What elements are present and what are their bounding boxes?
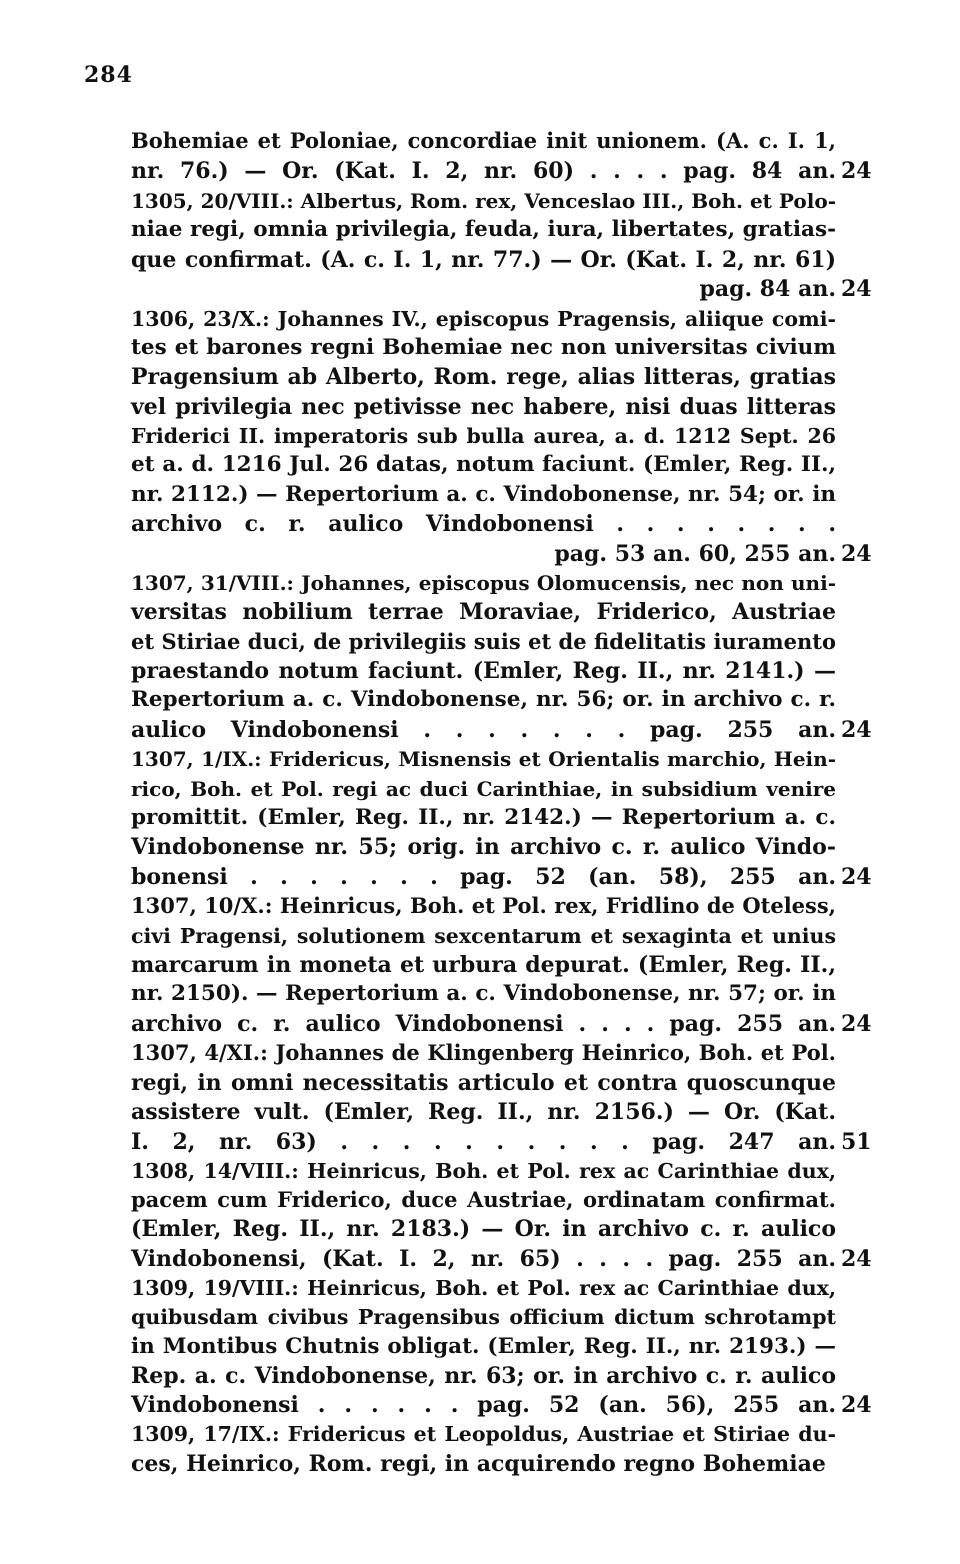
- margin-number: 24: [841, 864, 872, 890]
- text-line: Bohemiae et Poloniae, concordiae init unionem. (A. c. I. 1,: [131, 128, 836, 153]
- margin-number: 51: [841, 1129, 872, 1155]
- text-line: assistere vult. (Emler, Reg. II., nr. 2156.) — Or. (Kat.: [131, 1099, 836, 1125]
- text-line: versitas nobilium terrae Moraviae, Friderico, Austriae: [131, 599, 836, 625]
- text-line: rico, Boh. et Pol. regi ac duci Carinthiae, in subsidium venire: [131, 777, 836, 801]
- text-line: et a. d. 1216 Jul. 26 datas, notum faciunt. (Emler, Reg. II.,: [131, 452, 836, 477]
- page-number: 284: [84, 62, 133, 88]
- margin-number: 24: [841, 1246, 872, 1272]
- text-line: (Emler, Reg. II., nr. 2183.) — Or. in archivo c. r. aulico: [131, 1216, 836, 1242]
- text-line: 1307, 4/XI.: Johannes de Klingenberg Heinrico, Boh. et Pol.: [131, 1040, 836, 1065]
- text-line: vel privilegia nec petivisse nec habere, nisi duas litteras: [131, 394, 836, 420]
- text-line: promittit. (Emler, Reg. II., nr. 2142.) — Repertorium a. c.: [131, 805, 836, 830]
- text-line: 1309, 19/VIII.: Heinricus, Boh. et Pol. rex ac Carinthiae dux,: [131, 1276, 836, 1300]
- text-line: aulico Vindobonensi . . . . . . . pag. 255 an.: [131, 717, 836, 743]
- text-line: 1309, 17/IX.: Fridericus et Leopoldus, Austriae et Stiriae du-: [131, 1422, 836, 1446]
- text-line: nr. 2150). — Repertorium a. c. Vindobonense, nr. 57; or. in: [131, 981, 836, 1006]
- text-line: civi Pragensi, solutionem sexcentarum et sexaginta et unius: [131, 924, 836, 948]
- margin-number: 24: [841, 1011, 872, 1037]
- text-line: nr. 76.) — Or. (Kat. I. 2, nr. 60) . . . . pag. 84 an.: [131, 158, 836, 184]
- text-line: Rep. a. c. Vindobonense, nr. 63; or. in archivo c. r. aulico: [131, 1363, 836, 1389]
- text-line: ces, Heinrico, Rom. regi, in acquirendo regno Bohemiae: [131, 1451, 826, 1477]
- text-line: Pragensium ab Alberto, Rom. rege, alias litteras, gratias: [131, 364, 836, 390]
- text-line: pacem cum Friderico, duce Austriae, ordinatam confirmat.: [131, 1187, 836, 1212]
- text-line: 1306, 23/X.: Johannes IV., episcopus Pragensis, aliique comi-: [131, 307, 836, 331]
- text-line: marcarum in moneta et urbura depurat. (Emler, Reg. II.,: [131, 952, 836, 978]
- margin-number: 24: [841, 1392, 872, 1418]
- text-line: 1307, 1/IX.: Fridericus, Misnensis et Orientalis marchio, Hein-: [131, 747, 836, 771]
- text-line: pag. 53 an. 60, 255 an.: [554, 541, 836, 567]
- text-line: Vindobonensi, (Kat. I. 2, nr. 65) . . . . pag. 255 an.: [131, 1246, 836, 1272]
- text-line: I. 2, nr. 63) . . . . . . . . . . pag. 247 an.: [131, 1129, 836, 1155]
- text-line: Vindobonensi . . . . . . pag. 52 (an. 56), 255 an.: [131, 1392, 836, 1418]
- text-line: archivo c. r. aulico Vindobonensi . . . . . . . .: [131, 511, 836, 537]
- text-line: tes et barones regni Bohemiae nec non universitas civium: [131, 335, 836, 360]
- text-line: quibusdam civibus Pragensibus officium dictum schrotampt: [131, 1305, 836, 1329]
- text-line: et Stiriae duci, de privilegiis suis et de fidelitatis iuramento: [131, 629, 836, 654]
- margin-number: 24: [841, 541, 872, 567]
- text-line: nr. 2112.) — Repertorium a. c. Vindobonense, nr. 54; or. in: [131, 482, 836, 507]
- text-line: 1307, 10/X.: Heinricus, Boh. et Pol. rex, Fridlino de Oteless,: [131, 893, 836, 918]
- margin-number: 24: [841, 158, 872, 184]
- text-line: 1308, 14/VIII.: Heinricus, Boh. et Pol. rex ac Carinthiae dux,: [131, 1159, 836, 1183]
- text-line: archivo c. r. aulico Vindobonensi . . . . pag. 255 an.: [131, 1011, 836, 1037]
- margin-number: 24: [841, 276, 872, 302]
- text-line: regi, in omni necessitatis articulo et contra quoscunque: [131, 1070, 836, 1096]
- text-line: 1305, 20/VIII.: Albertus, Rom. rex, Venceslao III., Boh. et Polo-: [131, 189, 836, 213]
- text-line: bonensi . . . . . . . pag. 52 (an. 58), 255 an.: [131, 864, 836, 890]
- text-line: in Montibus Chutnis obligat. (Emler, Reg. II., nr. 2193.) —: [131, 1334, 836, 1359]
- text-line: 1307, 31/VIII.: Johannes, episcopus Olomucensis, nec non uni-: [131, 571, 836, 595]
- text-line: niae regi, omnia privilegia, feuda, iura, libertates, gratias-: [131, 217, 836, 242]
- text-line: Repertorium a. c. Vindobonense, nr. 56; or. in archivo c. r.: [131, 687, 836, 712]
- text-line: pag. 84 an.: [699, 276, 836, 302]
- margin-number: 24: [841, 717, 872, 743]
- text-line: Friderici II. imperatoris sub bulla aurea, a. d. 1212 Sept. 26: [131, 424, 836, 448]
- text-line: praestando notum faciunt. (Emler, Reg. II., nr. 2141.) —: [131, 658, 836, 684]
- text-line: que confirmat. (A. c. I. 1, nr. 77.) — Or. (Kat. I. 2, nr. 61): [131, 247, 836, 273]
- text-line: Vindobonense nr. 55; orig. in archivo c. r. aulico Vindo-: [131, 834, 836, 860]
